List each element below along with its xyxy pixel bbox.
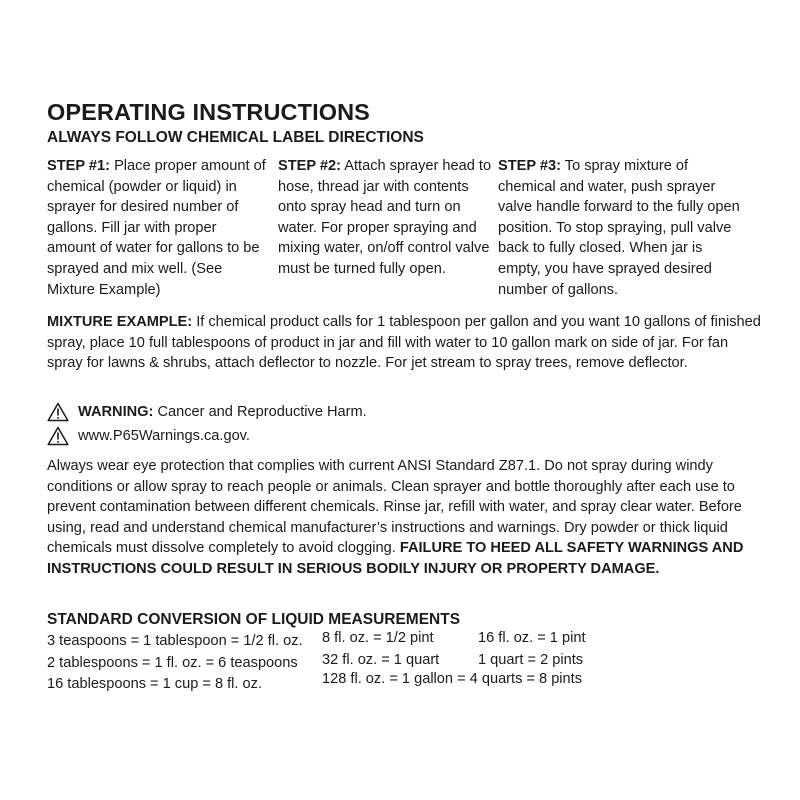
page-subtitle: ALWAYS FOLLOW CHEMICAL LABEL DIRECTIONS	[47, 129, 424, 146]
mixture-example	[47, 312, 767, 374]
warning-text: Cancer and Reproductive Harm.	[157, 404, 367, 420]
step-1	[47, 156, 269, 300]
conversion-row: 8 fl. oz. = 1/2 pint	[322, 630, 434, 646]
warning-triangle-icon	[47, 402, 69, 422]
steps-section	[47, 156, 767, 301]
conversion-gallon-row: 128 fl. oz. = 1 gallon = 4 quarts = 8 pints	[322, 671, 583, 687]
conversion-row: 2 tablespoons = 1 fl. oz. = 6 teaspoons	[47, 654, 298, 671]
conversion-row: 32 fl. oz. = 1 quart	[322, 651, 440, 668]
step-3-label: STEP #3:	[498, 158, 561, 174]
warning-line	[47, 401, 367, 423]
safety-text: Always wear eye protection that complies with current ANSI Standard Z87.1. Do not spray during windy conditions or allow spray to reach people or animals. Clean sprayer and bottle thoroughly after each use to prevent contamination between different chemicals. Rinse jar, refill with water, and spray clear water. Before using, read and understand chemical manufacturer’s instructions and warnings. Dry powder or thick liquid chemicals must dissolve completely to avoid clogging.	[47, 458, 742, 557]
step-1-text: Place proper amount of chemical (powder or liquid) in sprayer for desired number of gallons. Fill jar with proper amount of water for gallons to be sprayed and mix well. (See Mixture Example)	[47, 158, 266, 298]
conversion-row: 1 quart = 2 pints	[478, 651, 584, 668]
conversion-column-1	[47, 631, 303, 696]
warning-url-line	[47, 425, 250, 447]
safety-bold-warning: FAILURE TO HEED ALL SAFETY WARNINGS AND INSTRUCTIONS COULD RESULT IN SERIOUS BODILY INJURY OR PROPERTY DAMAGE.	[47, 540, 744, 577]
conversion-column-3	[478, 628, 586, 671]
conversion-row: 16 fl. oz. = 1 pint	[478, 630, 586, 646]
conversion-column-2	[322, 628, 439, 671]
safety-paragraph	[47, 456, 762, 580]
mixture-label: MIXTURE EXAMPLE:	[47, 314, 193, 330]
step-1-label: STEP #1:	[47, 158, 110, 174]
conversion-row: 3 teaspoons = 1 tablespoon = 1/2 fl. oz.	[47, 633, 303, 649]
step-2	[278, 156, 493, 280]
mixture-text: If chemical product calls for 1 tablespoon per gallon and you want 10 gallons of finished spray, place 10 full tablespoons of product in jar and fill with water to 10 gallon mark on side of jar. For fan spray for lawns & shrubs, attach deflector to nozzle. For jet stream to spray trees, remove deflector.	[47, 314, 761, 372]
step-2-text: Attach sprayer head to hose, thread jar with contents onto spray head and turn on water. For proper spraying and mixing water, on/off control valve must be turned fully open.	[278, 158, 492, 277]
step-2-label: STEP #2:	[278, 158, 341, 174]
warning-url: www.P65Warnings.ca.gov.	[78, 428, 250, 444]
warning-label: WARNING:	[78, 404, 154, 420]
step-3-text: To spray mixture of chemical and water, push sprayer valve handle forward to the fully open position. To stop spraying, pull valve back to fully closed. When jar is empty, you have sprayed desired number of gallons.	[498, 158, 740, 298]
conversion-title: STANDARD CONVERSION OF LIQUID MEASUREMENTS	[47, 611, 461, 628]
conversion-row: 16 tablespoons = 1 cup = 8 fl. oz.	[47, 676, 263, 692]
warning-triangle-icon	[47, 426, 69, 446]
page-title: OPERATING INSTRUCTIONS	[47, 99, 370, 125]
step-3	[498, 156, 748, 300]
